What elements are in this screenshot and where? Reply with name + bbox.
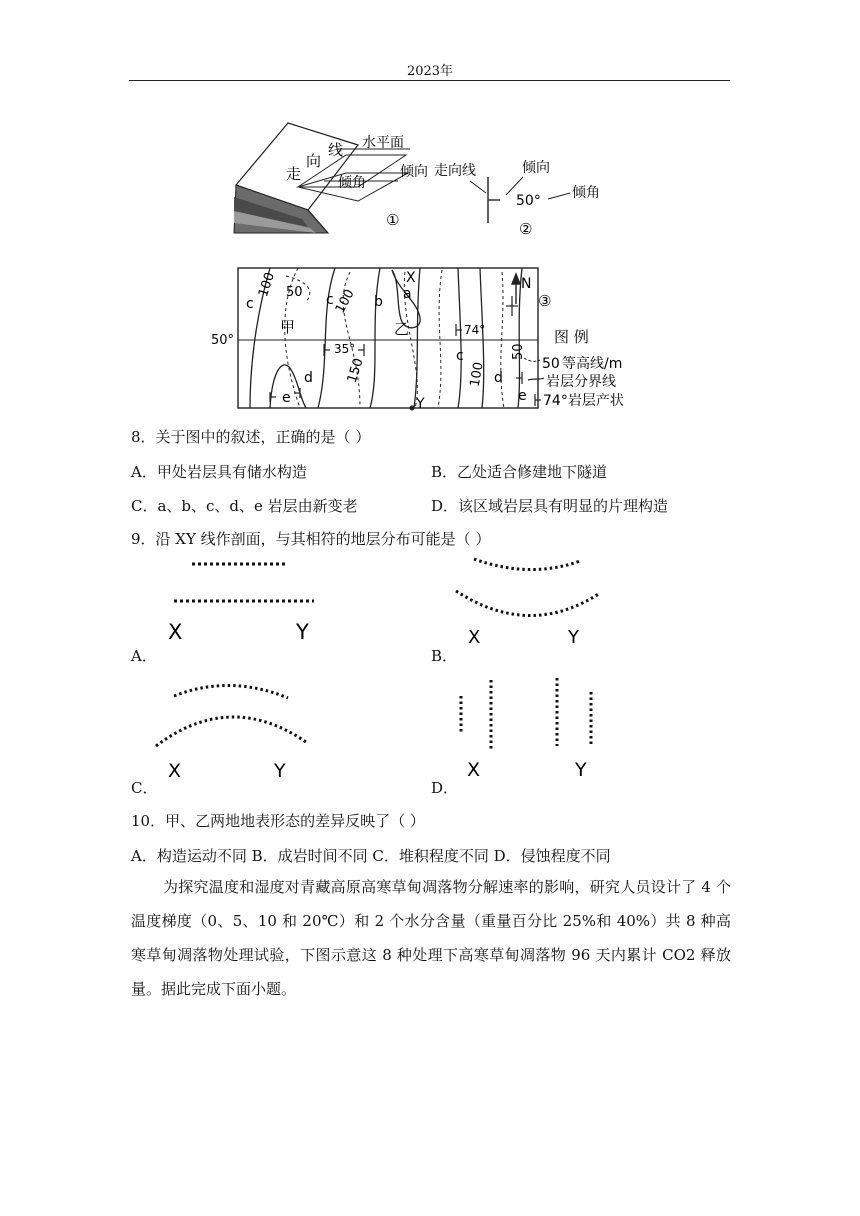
q9-stem: 9．沿 XY 线作剖面，与其相符的地层分布可能是（ ） [131,530,491,548]
passage-paragraph: 为探究温度和湿度对青藏高原高寒草甸凋落物分解速率的影响，研究人员设计了 4 个温度梯度（0、5、10 和 20℃）和 2 个水分含量（重量百分比 25%和 40%）共 8 种高寒草甸凋落物处理试验，下图示意这 8 种处理下高寒草甸凋落物 96 天内累计 CO2 释放量。据此完成下面小题。 [131,878,731,998]
legend-contour-label: 等高线/m [562,356,623,372]
q9b-x: X [468,627,481,647]
contour-label-1: 100 [256,270,278,299]
stratum-d-2: d [494,370,503,386]
symbol-dip-angle-label: 倾角 [572,185,600,201]
figure-index-3: ③ [538,292,552,310]
contour-lines [285,268,504,408]
stratum-c-3: c [456,348,464,364]
attitude-label-35: 35° [334,342,356,356]
contour-label-6: 50 [511,343,526,360]
q8-option-d: D．该区域岩层具有明显的片理构造 [431,497,669,515]
contour-label-3: 100 [332,287,358,316]
north-arrow-icon [512,274,520,304]
point-y: Y [416,396,425,412]
dip-direction-label: 倾向 [400,164,428,180]
stratum-c-2: c [326,292,334,308]
figure-index-1: ① [386,211,400,229]
attitude-symbols [270,296,522,402]
place-yi: 乙 [394,320,410,338]
q9b-y: Y [568,627,579,647]
q9-option-a-label: A． [131,647,157,665]
legend-symbols [524,358,544,406]
q10-stem: 10．甲、乙两地地表形态的差异反映了（ ） [131,812,425,830]
q9-option-d-figure [455,674,605,780]
symbol-angle-value: 50° [516,193,541,209]
q9a-y: Y [296,620,309,644]
q9-option-a-figure [160,555,330,645]
stratum-c-1: c [246,296,254,312]
stratum-e-2: e [518,388,527,404]
legend-boundary-label: 岩层分界线 [546,374,616,390]
map-frame [238,268,538,408]
q9c-y: Y [274,760,286,780]
stratum-a: a [403,286,412,302]
page-header: 2023年 [406,64,454,79]
legend-attitude-label: 74°岩层产状 [543,393,624,409]
q8-option-b: B．乙处适合修建地下隧道 [431,463,608,481]
contour-label-4: 150 [344,356,367,385]
q8-option-c: C．a、b、c、d、e 岩层由新变老 [131,497,358,515]
point-x: X [406,270,416,286]
q9a-x: X [168,620,183,644]
north-label: N [521,276,532,292]
q8-stem: 8．关于图中的叙述，正确的是（ ） [131,428,371,446]
contour-label-2: 50 [286,285,303,300]
q9-option-b-label: B． [431,647,458,665]
q9d-x: X [467,759,481,780]
geology-figure-top [228,115,608,245]
q9-option-b-figure [450,553,610,647]
attitude-label-74: 74° [464,323,486,337]
strike-char-1: 走 [286,165,302,183]
stratum-b: b [374,294,383,310]
contour-label-5: 100 [467,360,487,388]
left-angle-label: 50° [211,333,235,348]
stratum-d-1: d [304,370,313,386]
q9-option-c-figure [150,680,315,780]
place-jia: 甲 [280,318,296,336]
q8-option-a: A．甲处岩层具有储水构造 [131,463,307,481]
symbol-dip-direction-label: 倾向 [522,160,550,176]
strike-char-3: 线 [328,141,344,159]
strike-char-2: 向 [306,152,322,170]
q10-options: A．构造运动不同 B．成岩时间不同 C．堆积程度不同 D．侵蚀程度不同 [131,847,611,865]
q9d-y: Y [575,759,587,780]
stratum-e-1: e [282,390,291,406]
figure-index-2: ② [519,220,533,238]
q9-option-c-label: C． [131,779,158,797]
legend-contour-value: 50 [542,356,560,372]
legend-title: 图 例 [554,328,589,346]
q9-option-d-label: D． [431,779,459,797]
dip-angle-label: 倾角 [338,175,366,191]
q9c-x: X [168,760,182,780]
horizontal-plane-label: 水平面 [362,135,404,151]
header-rule [129,80,730,81]
geologic-map-figure [210,262,650,414]
strike-line-label: 走向线 [434,163,476,179]
